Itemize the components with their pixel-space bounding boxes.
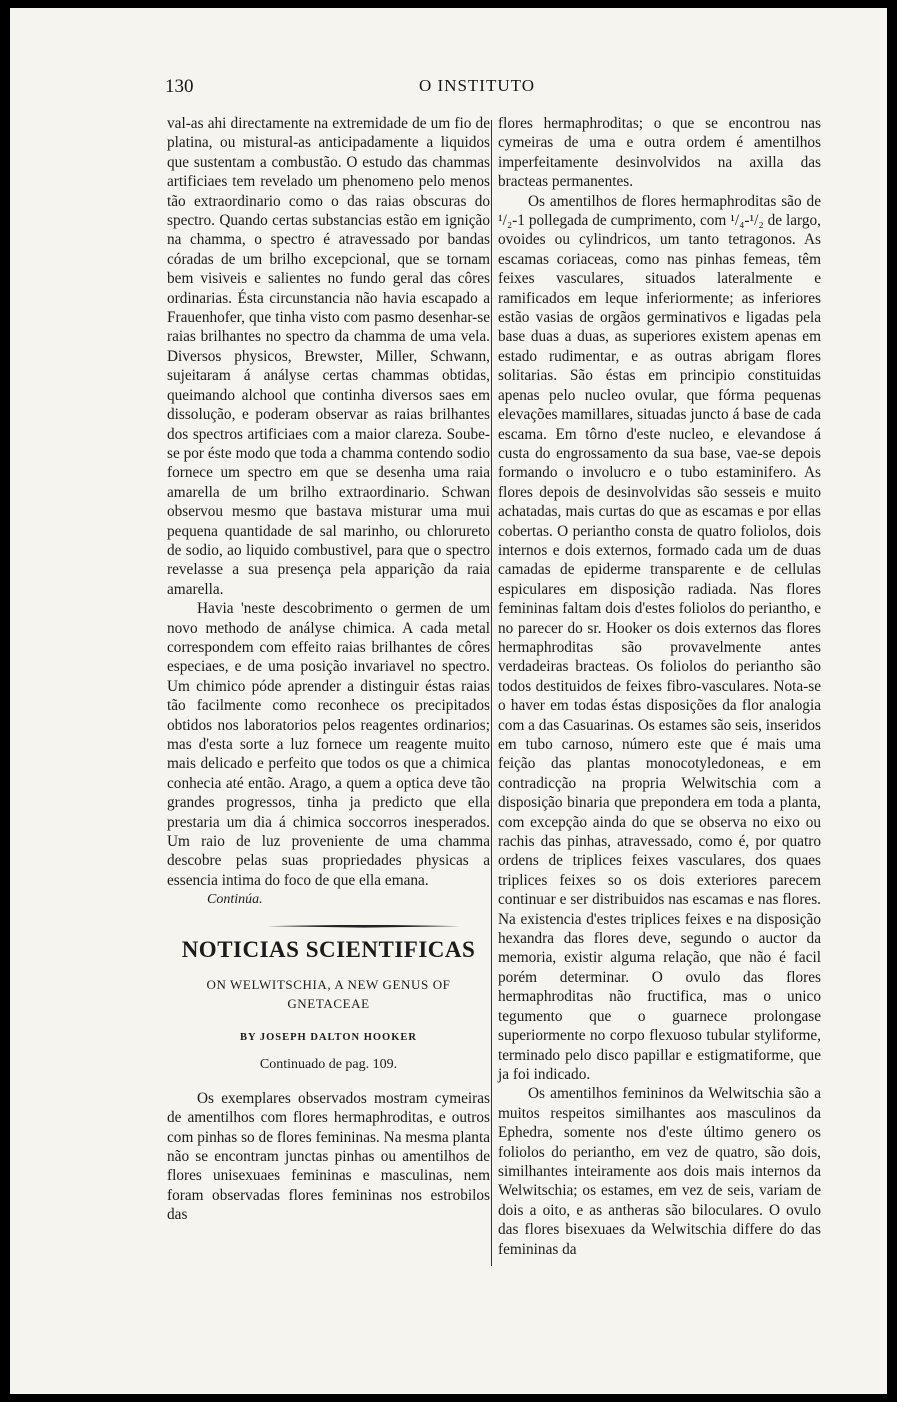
left-paragraph-3: Os exemplares observados mostram cymeiras de amentilhos com flores hermaphroditas, e outros com pinhas so de flores femininas. Na mesma planta não se encontram junctas pinhas ou amentilhos de flores unisexuaes femininas e masculinas, nem foram observadas flores femininas nos estrobilos das xyxy=(167,1089,490,1224)
running-head: O INSTITUTO xyxy=(419,76,535,95)
byline: BY JOSEPH DALTON HOOKER xyxy=(240,1031,417,1043)
right-paragraph-3: Os amentilhos femininos da Welwitschia são a muitos respeitos similhantes aos masculinos da Ephedra, somente nos d'este último genero os foliolos do perianthо, em vez de quatro, são dois, similhantes inteiramente aos dois mais internos da Welwitschia; os estames, em vez de seis, variam de dois a oito, e as antheras são biloculares. O ovulo das flores bisexuaes da Welwitschia differe do das femininas da xyxy=(498,1085,821,1258)
right-column xyxy=(498,114,821,1259)
left-paragraph-2: Havia 'neste descobrimento o germen de um novo methodo de anályse chimica. A cada metal correspondem com effeito raias brilhantes de côres especiaes, e de uma posição invariavel no spectro. Um chimico póde aprender a distinguir éstas raias tão facilmente como reconhece os precipitados obtidos nos laboratorios pelos reagentes ordinarios; mas d'esta sorte a luz fornece um reagente muito mais delicado e perfeito que todos os que a chimica conhecia até então. Arago, a quem a optica deve tão grandes progressos, tinha ja predicto que ella prestaria um dia á chimica soccorros inesperados. Um raio de luz proveniente de uma chamma descobre pelas suas propriedades physicas a essencia intima do foco de que ella emana. xyxy=(167,600,490,889)
book-page xyxy=(10,8,887,1394)
page-number: 130 xyxy=(165,76,194,97)
continued-from: Continuado de pag. 109. xyxy=(259,1057,398,1073)
continua-note: Continúa. xyxy=(207,892,263,908)
column-rule xyxy=(491,120,492,1266)
ornamental-divider xyxy=(167,920,490,932)
left-column xyxy=(167,114,490,1225)
page-header xyxy=(165,76,831,100)
left-paragraph-1: val-as ahi directamente na extremidade de um fio de platina, ou mistural-as anticipadamente a liquidos que sustentam a combustão. O estudo das chammas artificiaes tem revelado um phenomeno pelo menos tão extraordinario como o das raias obscuras do spectro. Quando certas substancias estão em ignição na chamma, o spectro é atravessado por bandas córadas de um brilho excepcional, que se tornam bem visiveis e salientes no fundo geral das côres ordinarias. Ésta circunstancia não havia escapado a Frauenhofer, que tinha visto com pasmo desenhar-se raias brilhantes no spectro da chamma de uma vela. Diversos physicos, Brewster, Miller, Schwann, sujeitaram á anályse certas chammas obtidas, queimando alchool que continha diversos saes em dissolução, e poderam observar as raias brilhantes dos spectros artificiaes com a maior clareza. Soube-se por éste modo que toda a chamma contendo sodio fornece um spectro em que se desenha uma raia amarella de um brilho extraordinario. Schwan observou mesmo que bastava misturar uma mui pequena quantidade de sal marinho, ou chlorureto de sodio, ao liquido combustivel, para que o spectro revelasse a sua presença pela apparição da raia amarella. xyxy=(167,115,490,598)
article-title: ON WELWITSCHIA, A NEW GENUS OF GNETACEAE xyxy=(206,977,451,1012)
right-paragraph-1: flores hermaphroditas; o que se encontrou nas cymeiras de uma e outra ordem é amentilhos imperfeitamente desinvolvidos na axilla das bracteas permanentes. xyxy=(498,115,821,191)
section-title: NOTICIAS SCIENTIFICAS xyxy=(181,936,476,962)
right-paragraph-2: Os amentilhos de flores hermaphroditas são de ¹/₂-1 pollegada de cumprimento, com ¹/₄-¹/₂ de largo, ovoides ou cylindricos, um tanto tetragonos. As escamas coriaceas, como nas pinhas femeas, têm feixes vasculares, situados lateralmente e ramificados em leque inferiormente; as inferiores estão vasias de orgãos germinativos e ligadas pela base duas a duas, as superiores existem apenas em estado rudimentar, e as outras abrigam flores solitarias. São éstas em principio constituidas apenas pelo nucleo ovular, que fórma pequenas elevações mamillares, situadas juncto á base de cada escama. Em tôrno d'este nucleo, e elevandose á custa do engrossamento da sua base, vae-se depois formando o involucro e o tubo estaminifero. As flores depois de desinvolvidas são sesseis e muito achatadas, mais curtas do que as escamas e por ellas cobertas. O perianthо consta de quatro foliolos, dois internos e dois externos, formado cada um de duas camadas de epiderme transparente e de cellulas espiculares em disposição radiada. Nas flores femininas faltam dois d'estes foliolos do perianthо, e no parecer do sr. Hooker os dois externos das flores hermaphroditas são provavelmente antes verdadeiras bracteas. Os foliolos do perianthо são todos destituidos de feixes fibro-vasculares. Nota-se o haver em todas éstas disposições da flor analogia com a das Casuarinas. Os estames são seis, inseridos em tubo carnoso, número este que é mais uma feição das plantas monocotyledoneas, e em contradicção na propria Welwitschia com a disposição binaria que prepondera em toda a planta, com excepção ainda do que se observa no eixo ou rachis das pinhas, atravessado, como é, por quatro ordens de triplices feixes vasculares, dos quaes triplices feixes so os dois exteriores parecem continuar e ser distribuidos nas escamas e nas flores. Na existencia d'estes triplices feixes e na disposição hexandra das flores deve, segundo o auctor da memoria, existir alguma relação, que não é facil porém determinar. O ovulo das flores hermaphroditas não fructifica, mas o unico tegumento que o guarnece prolongase superiormente no corpo flexuoso tubular styliforme, terminado pelo disco papillar e estigmatiforme, que ja foi indicado. xyxy=(498,192,821,1083)
